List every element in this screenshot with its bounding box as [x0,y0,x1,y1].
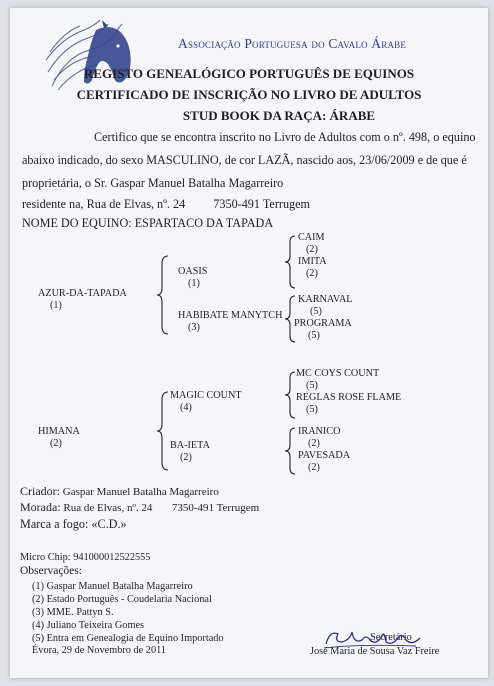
ss-dam-ref: (2) [306,268,318,279]
observation-item: (1) Gaspar Manuel Batalha Magarreiro [32,581,193,592]
title-registry: REGISTO GENEALÓGICO PORTUGUÊS DE EQUINOS [83,66,415,81]
sd-sire-name: KARNAVAL [298,294,353,305]
brace-dam-sire [284,370,296,420]
brand-value: «C.D.» [91,517,127,531]
breeder-label: Criador: [20,484,60,498]
certificate-line-2: abaixo indicado, do sexo MASCULINO, de cor LAZÃ, nascido aos, 23/06/2009 e de que é [22,153,467,167]
observation-item: (2) Estado Português - Coudelaria Nacional [32,594,212,605]
ds-sire-name: MC COYS COUNT [296,368,380,379]
sire-ref: (1) [50,300,62,311]
dam-ref: (2) [50,438,62,449]
place-date: Évora, 29 de Novembro de 2011 [32,645,167,656]
certificate-line-3: proprietária, o Sr. Gaspar Manuel Batalha Magarreiro [22,176,284,190]
sd-dam-ref: (5) [308,330,320,341]
sire-sire-name: OASIS [178,266,208,277]
horse-head-logo [44,16,136,94]
sire-sire-ref: (1) [188,278,200,289]
signature-title: Secretário [370,632,412,643]
brace-dam [156,390,170,472]
ss-sire-name: CAIM [298,232,325,243]
sire-dam-ref: (3) [188,322,200,333]
certificate-line-4 [22,197,310,212]
dam-dam-name: BA-IETA [170,440,210,451]
ss-sire-ref: (2) [306,244,318,255]
brace-dam-dam [284,426,296,476]
horse-name: NOME DO EQUINO: ESPARTACO DA TAPADA [22,216,274,230]
sd-sire-ref: (5) [310,306,322,317]
dd-sire-name: IRANICO [298,426,341,437]
signature-name: José Maria de Sousa Vaz Freire [310,646,440,657]
dam-name: HIMANA [38,426,80,437]
address-line [20,500,259,515]
dd-dam-name: PAVESADA [298,450,351,461]
microchip: Micro Chip: 941000012522555 [20,552,151,563]
dd-sire-ref: (2) [308,438,320,449]
owner-address: residente na, Rua de Elvas, nº. 24 [22,197,186,211]
ss-dam-name: IMITA [298,256,327,267]
title-certificate: CERTIFICADO DE INSCRIÇÃO NO LIVRO DE ADULTOS [76,87,422,102]
ds-dam-ref: (5) [306,404,318,415]
ds-dam-name: REGLAS ROSE FLAME [296,392,402,403]
dam-dam-ref: (2) [180,452,192,463]
title-studbook: STUD BOOK DA RAÇA: ÁRABE [182,108,376,123]
address-label: Morada: [20,500,61,514]
address-postal: 7350-491 Terrugem [171,502,260,514]
sire-name: AZUR-DA-TAPADA [38,288,127,299]
brace-sire [156,254,170,336]
address-value: Rua de Elvas, nº. 24 [63,502,153,514]
brand-label: Marca a fogo: [20,517,89,531]
dd-dam-ref: (2) [308,462,320,473]
brand-line [20,517,127,532]
owner-postal: 7350-491 Terrugem [213,197,311,211]
observations-label: Observações: [20,565,82,577]
observation-item: (5) Entra em Genealogia de Equino Importado [32,633,224,644]
brace-sire-sire [284,234,296,290]
certificate-line-1: Certifico que se encontra inscrito no Livro de Adultos com o nº. 498, o equino [94,130,476,144]
dam-sire-name: MAGIC COUNT [170,390,242,401]
sd-dam-name: PROGRAMA [294,318,352,329]
breeder-line [20,484,219,499]
sire-dam-name: HABIBATE MANYTCH [178,310,283,321]
certificate-page [10,8,488,678]
dam-sire-ref: (4) [180,402,192,413]
ds-sire-ref: (5) [306,380,318,391]
association-name: Associação Portuguesa do Cavalo Árabe [178,36,407,51]
observation-item: (4) Juliano Teixeira Gomes [32,620,145,631]
breeder-value: Gaspar Manuel Batalha Magarreiro [62,486,219,498]
observation-item: (3) MME. Pattyn S. [32,607,114,618]
